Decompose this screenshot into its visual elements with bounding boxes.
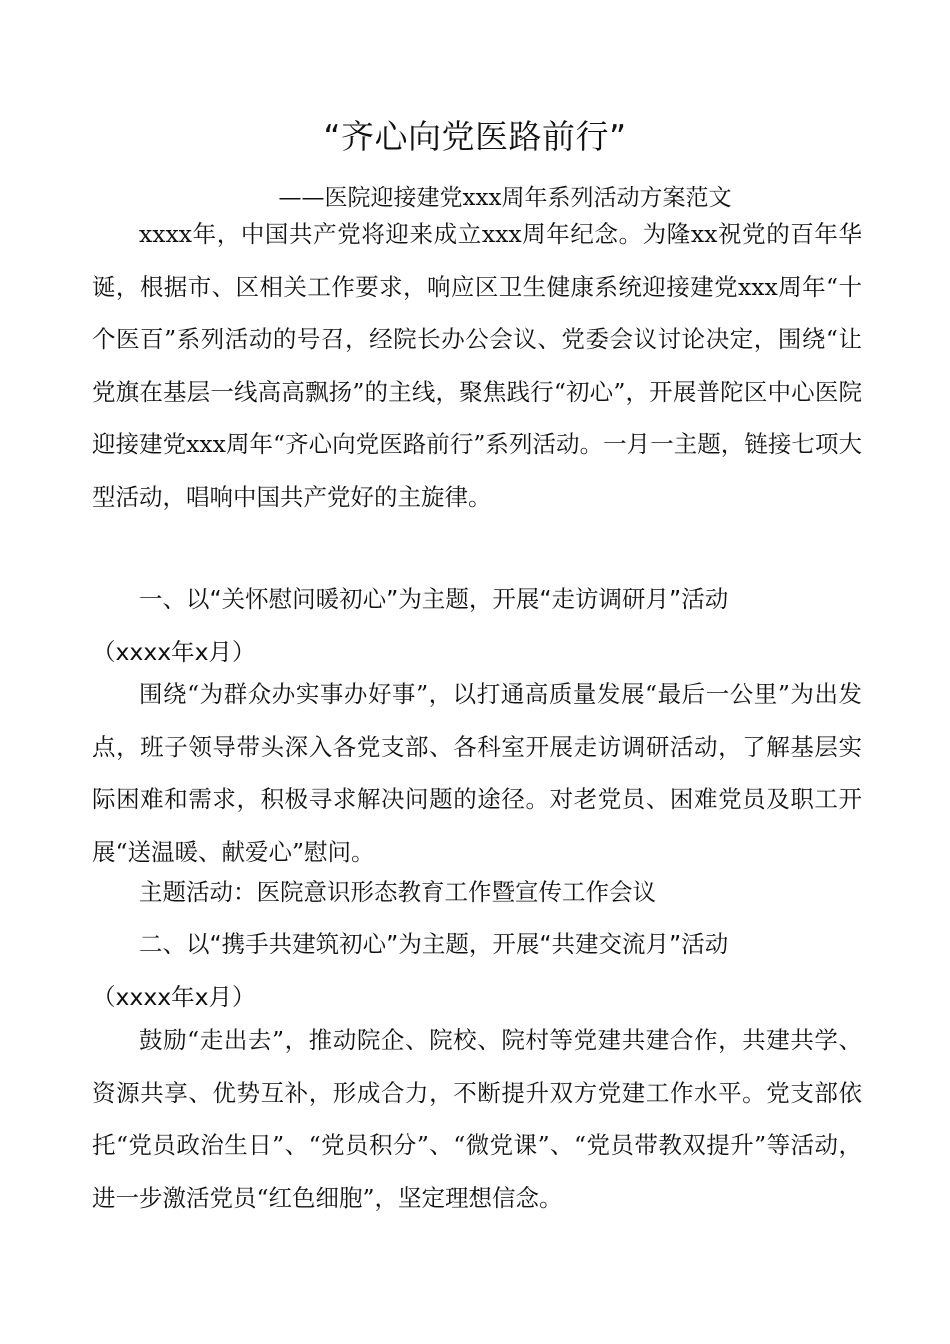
section-1-heading-text: 一、以“关怀慰问暖初心”为主题，开展“走访调研月”活动 [139, 585, 729, 613]
section-2-date: （xxxx年x月） [92, 982, 256, 1011]
section-2-paragraph: 鼓励“走出去”，推动院企、院校、院村等党建共建合作，共建共学、资源共享、优势互补，形成合力，不断提升双方党建工作水平。党支部依托“党员政治生日”、“党员积分”、“微党课”、“党员带教双提升”等活动，进一步激活党员“红色细胞”，坚定理想信念。 [92, 1026, 862, 1212]
intro-paragraph: xxxx年，中国共产党将迎来成立xxx周年纪念。为隆xx祝党的百年华诞，根据市、区相关工作要求，响应区卫生健康系统迎接建党xxx周年“十个医百”系列活动的号召，经院长办公会议、党委会议讨论决定，围绕“让党旗在基层一线高高飘扬”的主线，聚焦践行“初心”，开展普陀区中心医院迎接建党xxx周年“齐心向党医路前行”系列活动。一月一主题，链接七项大型活动，唱响中国共产党好的主旋律。 [92, 220, 862, 511]
section-2-heading-text: 二、以“携手共建筑初心”为主题，开展“共建交流月”活动 [139, 930, 729, 958]
document-subtitle: ——医院迎接建党xxx周年系列活动方案范文 [278, 185, 732, 211]
section-1-heading [92, 573, 862, 678]
section-1-date: （xxxx年x月） [92, 637, 256, 666]
document-title: “齐心向党医路前行” [323, 117, 627, 156]
section-1-activity: 主题活动：医院意识形态教育工作暨宣传工作会议 [139, 878, 656, 906]
section-2-heading [92, 918, 862, 1023]
section-1-paragraph: 围绕“为群众办实事办好事”，以打通高质量发展“最后一公里”为出发点，班子领导带头深入各党支部、各科室开展走访调研活动，了解基层实际困难和需求，积极寻求解决问题的途径。对老党员、困难党员及职工开展“送温暖、献爱心”慰问。 [92, 680, 862, 866]
